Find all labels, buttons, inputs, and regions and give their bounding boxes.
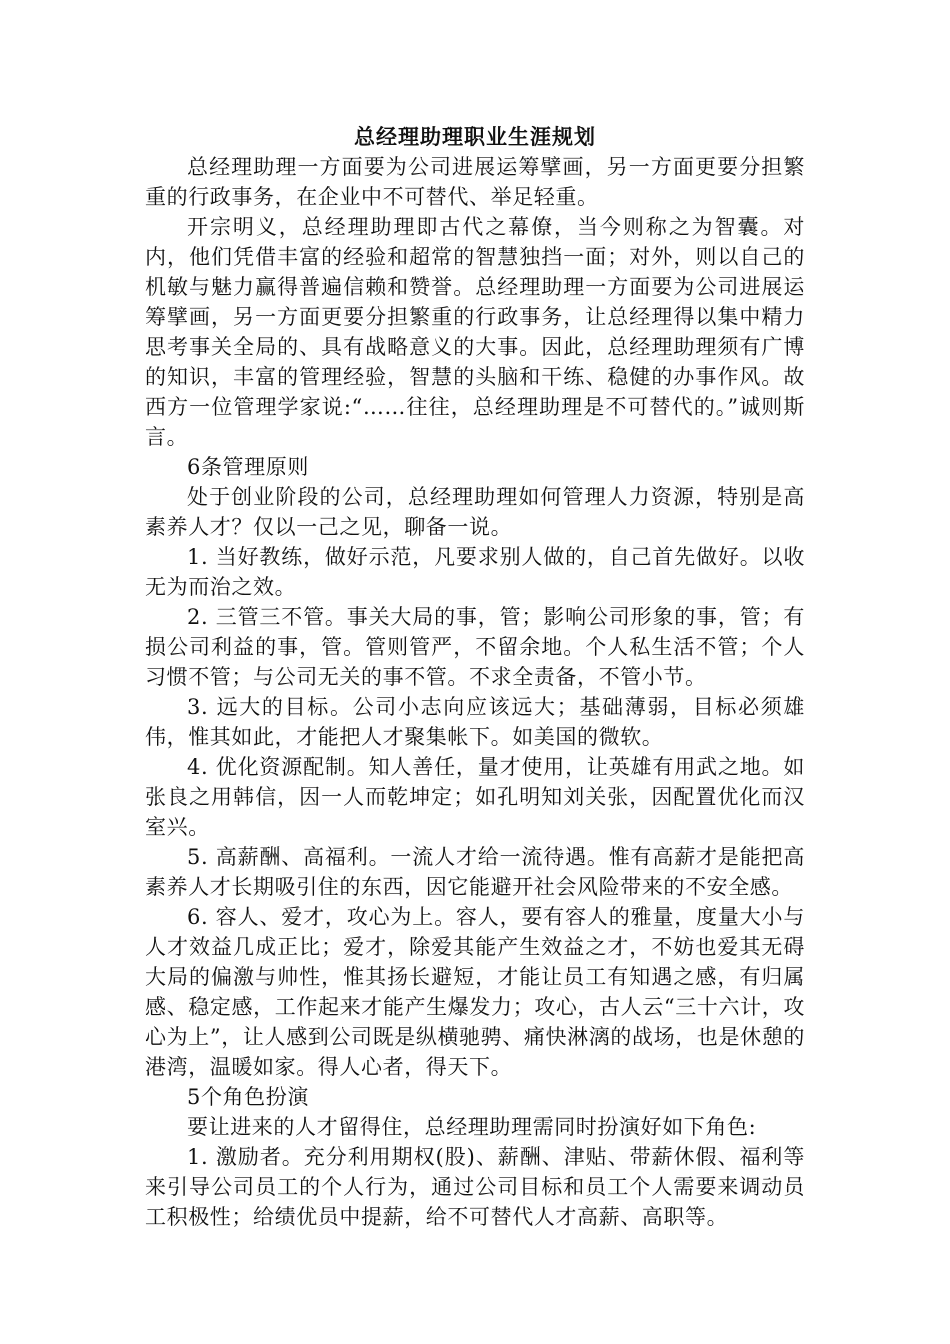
principle-item-1: 1. 当好教练，做好示范，凡要求别人做的，自己首先做好。以收无为而治之效。 [145,545,805,599]
section-heading-roles: 5个角色扮演 [187,1085,309,1109]
section-heading-principles: 6条管理原则 [187,455,309,479]
principle-item-5: 5. 高薪酬、高福利。一流人才给一流待遇。惟有高薪才是能把高素养人才长期吸引住的东西，因它能避开社会风险带来的不安全感。 [145,845,805,899]
principle-item-6: 6. 容人、爱才，攻心为上。容人，要有容人的雅量，度量大小与人才效益几成正比；爱才，除爱其能产生效益之才，不妨也爱其无碍大局的偏激与帅性，惟其扬长避短，才能让员工有知遇之感，有归属感、稳定感，工作起来才能产生爆发力；攻心，古人云“三十六计，攻心为上”，让人感到公司既是纵横驰骋、痛快淋漓的战场，也是休憩的港湾，温暖如家。得人心者，得天下。 [145,905,805,1079]
principle-item-3: 3. 远大的目标。公司小志向应该远大；基础薄弱，目标必须雄伟，惟其如此，才能把人才聚集帐下。如美国的微软。 [145,695,805,749]
principle-item-2: 2. 三管三不管。事关大局的事，管；影响公司形象的事，管；有损公司利益的事，管。管则管严，不留余地。个人私生活不管；个人习惯不管；与公司无关的事不管。不求全责备，不管小节。 [145,605,805,689]
paragraph-principles-intro: 处于创业阶段的公司，总经理助理如何管理人力资源，特别是高素养人才？仅以一己之见，聊备一说。 [145,485,805,539]
document-title: 总经理助理职业生涯规划 [354,125,596,149]
paragraph-roles-intro: 要让进来的人才留得住，总经理助理需同时扮演好如下角色: [187,1115,757,1139]
paragraph-intro: 总经理助理一方面要为公司进展运筹擘画，另一方面更要分担繁重的行政事务，在企业中不可替代、举足轻重。 [145,155,805,209]
principle-item-4: 4. 优化资源配制。知人善任，量才使用，让英雄有用武之地。如张良之用韩信，因一人而乾坤定；如孔明知刘关张，因配置优化而汉室兴。 [145,755,805,839]
document-body [145,122,805,1232]
role-item-1: 1. 激励者。充分利用期权(股)、薪酬、津贴、带薪休假、福利等来引导公司员工的个人行为，通过公司目标和员工个人需要来调动员工积极性；给绩优员中提薪，给不可替代人才高薪、高职等。 [145,1145,805,1229]
paragraph-role-description: 开宗明义，总经理助理即古代之幕僚，当今则称之为智囊。对内，他们凭借丰富的经验和超常的智慧独挡一面；对外，则以自己的机敏与魅力赢得普遍信赖和赞誉。总经理助理一方面要为公司进展运筹擘画，另一方面更要分担繁重的行政事务，让总经理得以集中精力思考事关全局的、具有战略意义的大事。因此，总经理助理须有广博的知识，丰富的管理经验，智慧的头脑和干练、稳健的办事作风。故西方一位管理学家说:“……往往，总经理助理是不可替代的。”诚则斯言。 [145,215,805,449]
